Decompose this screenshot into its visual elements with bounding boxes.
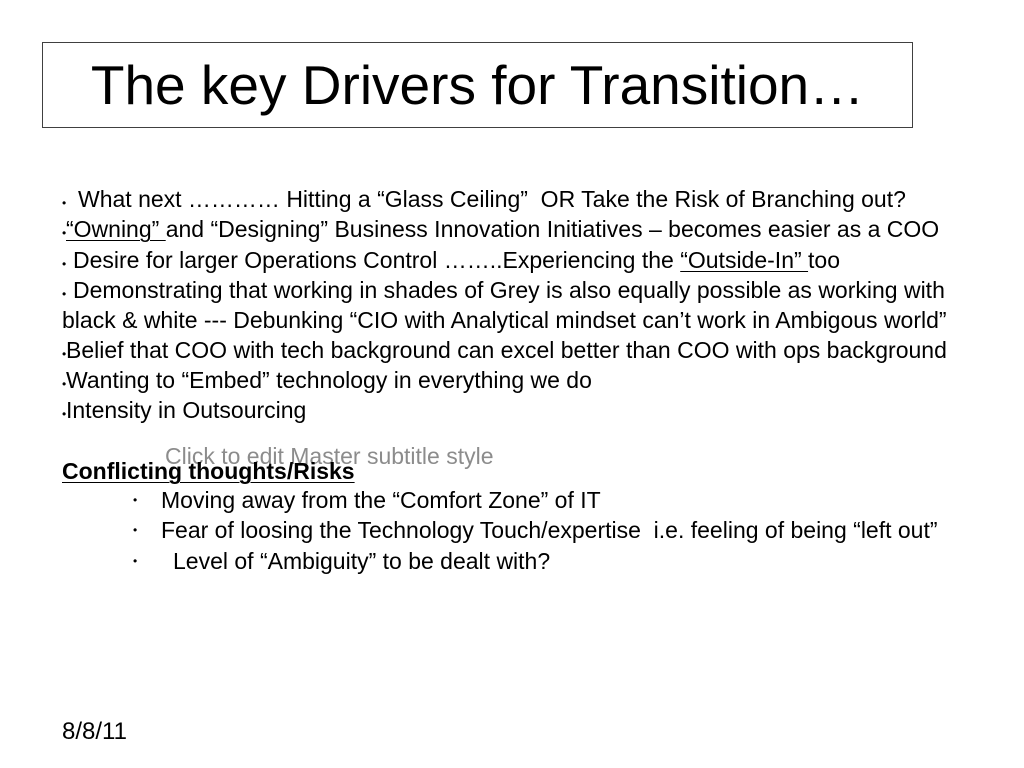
driver-text [66, 214, 939, 244]
driver-item [62, 184, 906, 214]
slide-title: The key Drivers for Transition… [90, 53, 865, 116]
bullet-icon: • [62, 226, 67, 240]
bullet-icon: • [133, 554, 138, 568]
driver-item [62, 214, 939, 244]
driver-text: Belief that COO with tech background can excel better than COO with ops background [66, 337, 947, 363]
body-textbox[interactable] [62, 184, 1004, 576]
driver-text: black & white --- Debunking “CIO with Analytical mindset can’t work in Ambigous world” [62, 307, 947, 333]
driver-item [62, 335, 947, 365]
bullet-icon: • [133, 493, 138, 507]
driver-text-end: too [808, 247, 841, 273]
conflict-item: Fear of loosing the Technology Touch/expertise i.e. feeling of being “left out” [161, 517, 938, 543]
bullet-icon: • [62, 257, 67, 271]
driver-item [62, 365, 592, 395]
driver-text [73, 245, 840, 275]
driver-text: Intensity in Outsourcing [66, 397, 307, 423]
driver-text: What next ………… Hitting a “Glass Ceiling” OR Take the Risk of Branching out? [78, 186, 906, 212]
subtitle-placeholder[interactable]: Click to edit Master subtitle style [165, 443, 494, 469]
driver-item [62, 245, 840, 275]
conflict-item: Moving away from the “Comfort Zone” of IT [161, 487, 601, 513]
bullet-icon: • [133, 523, 138, 537]
driver-text-start: Desire for larger Operations Control ……..Experiencing the [73, 247, 681, 273]
underlined-phrase: “Outside-In” [680, 247, 809, 273]
driver-item [62, 395, 306, 425]
driver-item-continuation [62, 305, 947, 335]
driver-text: Wanting to “Embed” technology in everything we do [66, 367, 592, 393]
driver-item [62, 275, 945, 305]
bullet-icon: • [62, 377, 67, 391]
bullet-icon: • [62, 407, 67, 421]
underlined-phrase: “Owning” [66, 216, 166, 242]
bullet-icon: • [62, 196, 67, 210]
title-textbox[interactable] [42, 42, 913, 128]
slide-date: 8/8/11 [62, 718, 127, 745]
conflicts-heading: Conflicting thoughts/Risks [62, 458, 355, 484]
conflict-item: Level of “Ambiguity” to be dealt with? [173, 548, 551, 574]
driver-text-rest: and “Designing” Business Innovation Initiatives – becomes easier as a COO [165, 216, 940, 242]
bullet-icon: • [62, 347, 67, 361]
driver-text: Demonstrating that working in shades of Grey is also equally possible as working with [73, 277, 945, 303]
bullet-icon: • [62, 287, 67, 301]
